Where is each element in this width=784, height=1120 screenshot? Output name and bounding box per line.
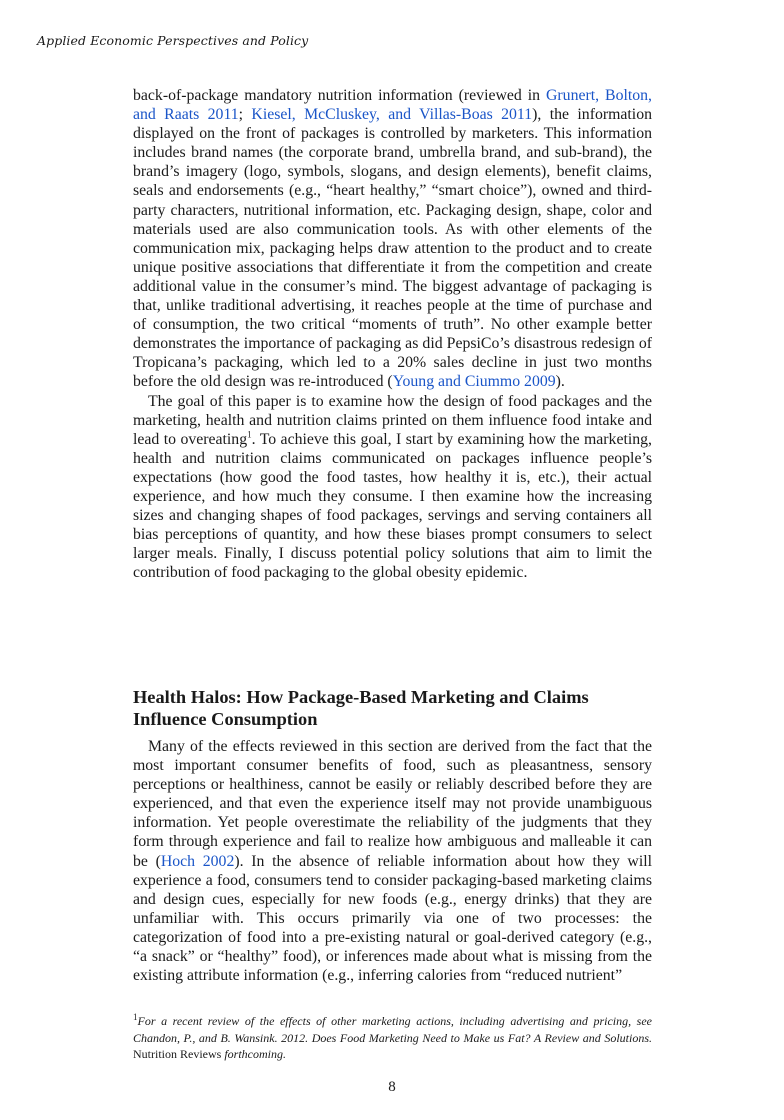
footnote-marker[interactable]: 1 <box>247 429 252 440</box>
body-text <box>133 86 652 582</box>
citation-link-young[interactable]: Young and Ciummo 2009 <box>392 373 556 391</box>
footnote <box>133 1013 652 1063</box>
footnote-number: 1 <box>133 1012 138 1022</box>
citation-link-grunert[interactable]: Grunert, Bolton, and Raats 2011 <box>133 87 652 124</box>
body-text-section <box>133 737 652 985</box>
paragraph-3: Many of the effects reviewed in this section are derived from the fact that the most important consumer benefits of food, such as pleasantness, sensory perceptions or healthiness, cannot be easily or reliably described before they are experienced, and that even the experience itself may not provide unambiguous information. Yet people overestimate the reliability of the judgments that they form through experience and fail to realize how ambiguous and malleable it can be (Hoch 2002). In the absence of reliable information about how they will experience a food, consumers tend to consider packaging-based marketing claims and design cues, especially for new foods (e.g., energy drinks) that they are unfamiliar with. This occurs primarily via one of two processes: the categorization of food into a pre-existing natural or goal-derived category (e.g., “a snack” or “healthy” food), or inferences made about what is missing from the existing attribute information (e.g., inferring calories from “reduced nutrient” <box>133 738 652 985</box>
paragraph-1: back-of-package mandatory nutrition information (reviewed in Grunert, Bolton, and Raats 2011; Kiesel, McCluskey, and Villas-Boas 2011), the information displayed on the front of packages is controlled by marketers. This information includes brand names (the corporate brand, umbrella brand, and sub-brand), the brand’s imagery (logo, symbols, slogans, and design elements), benefit claims, seals and endorsements (e.g., “heart healthy,” “smart choice”), owned and third-party characters, nutritional information, etc. Packaging design, shape, color and materials used are also communication tools. As with other elements of the communication mix, packaging helps draw attention to the product and to create unique positive associations that differentiate it from the competition and create additional value in the consumer’s mind. The biggest advantage of packaging is that, unlike traditional advertising, it reaches people at the time of purchase and of consumption, the two critical “moments of truth”. No other example better demonstrates the importance of packaging as did PepsiCo’s disastrous redesign of Tropicana’s packaging, which led to a 20% sales decline in just two months before the old design was re-introduced (Young and Ciummo 2009). <box>133 87 652 391</box>
footnote-journal: Nutrition Reviews <box>133 1047 225 1061</box>
page-number: 8 <box>388 1079 396 1095</box>
running-head: Applied Economic Perspectives and Policy <box>37 33 309 48</box>
footnote-text: For a recent review of the effects of other marketing actions, including advertising and pricing, see Chandon, P., and B. Wansink. 2012. Does Food Marketing Need to Make us Fat? A Review and Solutions. <box>133 1014 652 1045</box>
paragraph-2: The goal of this paper is to examine how the design of food packages and the marketing, health and nutrition claims printed on them influence food intake and lead to overeating$^1$. To achieve this goal, I start by examining how the marketing, health and nutrition claims communicated on packages influence people’s expectations (how good the food tastes, how healthy it is, etc.), their actual experience, and how much they consume. I then examine how the increasing sizes and changing shapes of food packages, servings and serving containers all bias perceptions of quantity, and how these biases prompt consumers to select larger meals. Finally, I discuss potential policy solutions that aim to limit the contribution of food packaging to the global obesity epidemic. <box>133 392 652 582</box>
citation-link-kiesel[interactable]: Kiesel, McCluskey, and Villas-Boas 2011 <box>251 106 533 124</box>
citation-link-hoch[interactable]: Hoch 2002 <box>160 852 235 870</box>
section-heading: Health Halos: How Package-Based Marketing and Claims Influence Consumption <box>133 687 589 729</box>
footnote-status: forthcoming. <box>224 1047 286 1061</box>
